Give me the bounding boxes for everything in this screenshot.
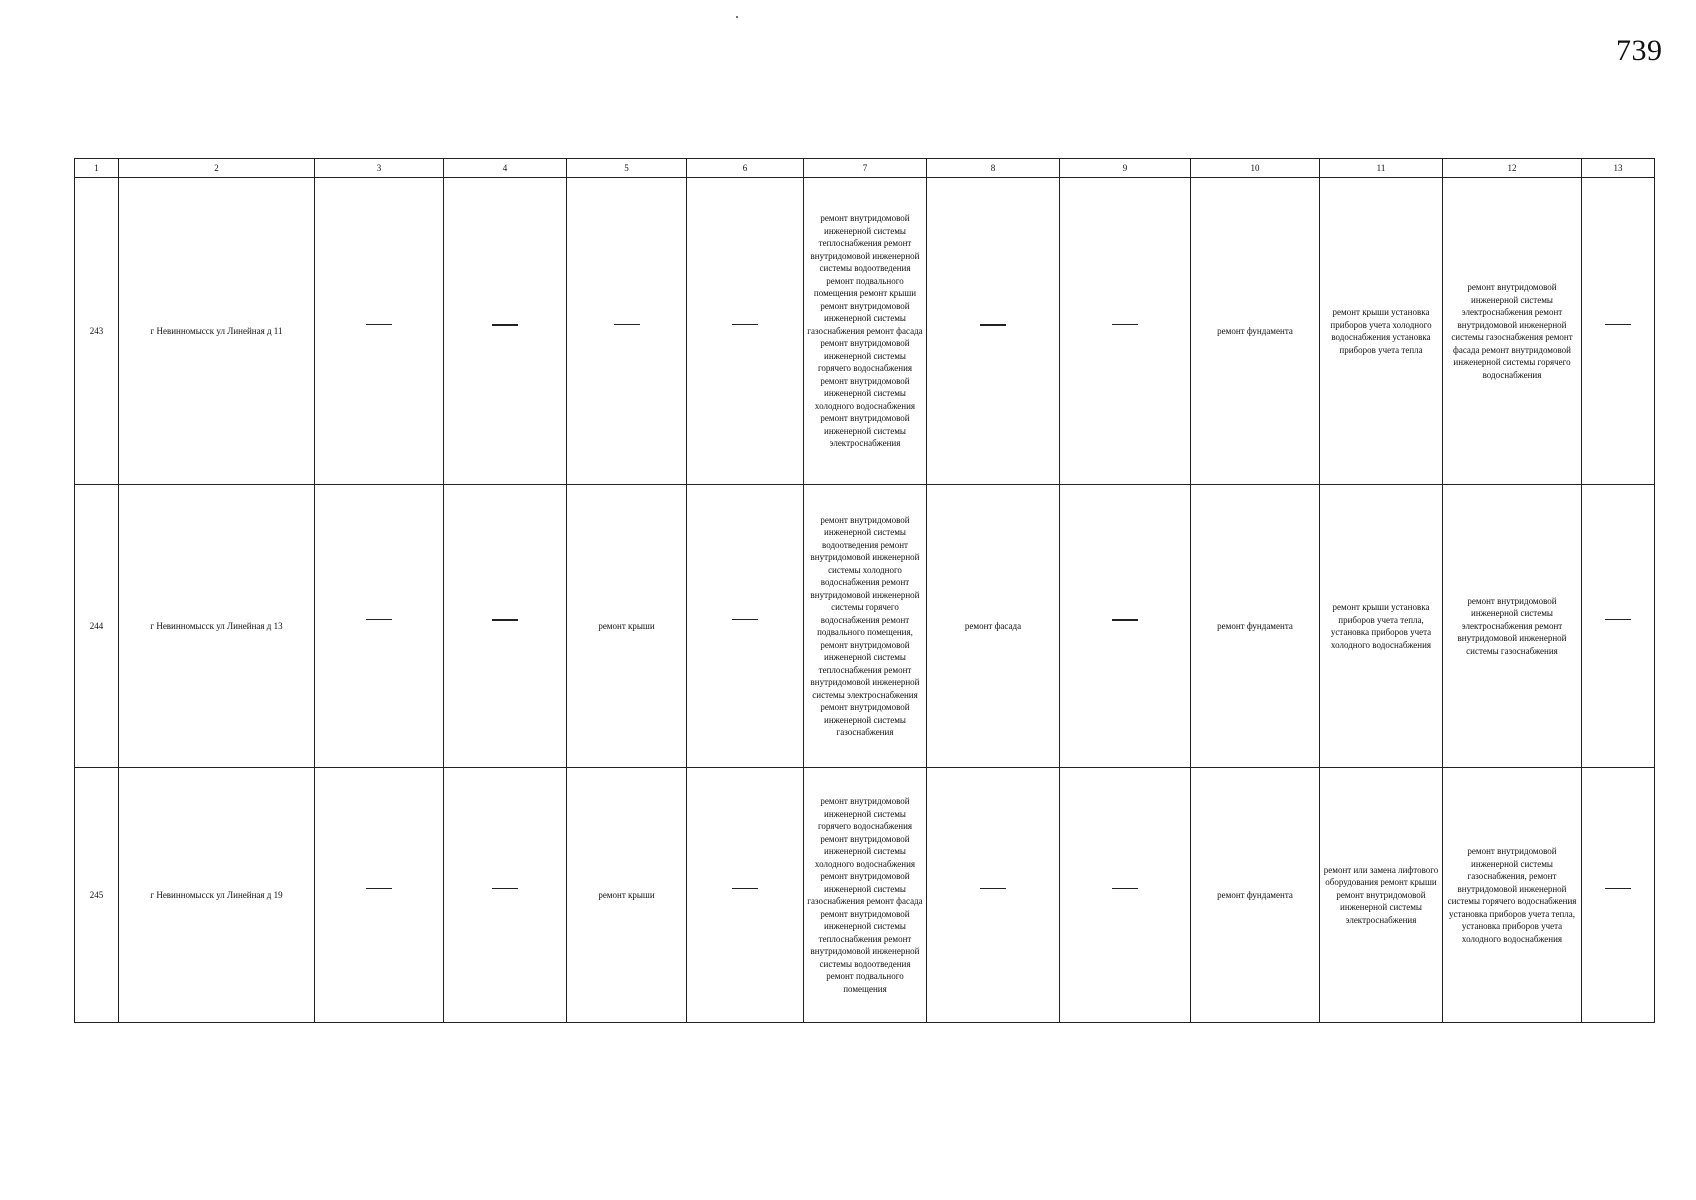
empty-cell <box>1582 485 1655 768</box>
dash-mark <box>492 888 518 902</box>
column-header: 12 <box>1443 159 1582 178</box>
empty-cell <box>444 768 567 1023</box>
dash-mark <box>980 324 1006 339</box>
dash-mark <box>980 888 1006 902</box>
column-header: 5 <box>567 159 687 178</box>
work-cell: ремонт фундамента <box>1191 178 1320 485</box>
dash-mark <box>1605 324 1631 338</box>
column-header: 4 <box>444 159 567 178</box>
work-cell: ремонт крыши <box>567 768 687 1023</box>
page-number: 739 <box>1616 34 1663 67</box>
empty-cell <box>1060 178 1191 485</box>
dash-mark <box>366 619 392 633</box>
work-list-cell: ремонт или замена лифтового оборудования ремонт крыши ремонт внутридомовой инженерной системы электроснабжения <box>1320 768 1443 1023</box>
dash-mark <box>614 324 640 338</box>
dash-mark <box>1112 619 1138 634</box>
dash-mark <box>366 324 392 338</box>
work-list-cell: ремонт внутридомовой инженерной системы электроснабжения ремонт внутридомовой инженерной системы газоснабжения <box>1443 485 1582 768</box>
empty-cell <box>687 178 804 485</box>
work-list-cell: ремонт внутридомовой инженерной системы горячего водоснабжения ремонт внутридомовой инженерной системы холодного водоснабжения ремонт внутридомовой инженерной системы газоснабжения ремонт фасада ремонт внутридомовой инженерной системы теплоснабжения ремонт внутридомовой инженерной системы водоотведения ремонт подвального помещения <box>804 768 927 1023</box>
dash-mark <box>366 888 392 902</box>
empty-cell <box>687 485 804 768</box>
empty-cell <box>444 178 567 485</box>
address-cell: г Невинномысск ул Линейная д 19 <box>119 768 315 1023</box>
empty-cell <box>315 178 444 485</box>
dash-mark <box>1605 888 1631 902</box>
work-list-cell: ремонт крыши установка приборов учета тепла, установка приборов учета холодного водоснабжения <box>1320 485 1443 768</box>
dash-mark <box>732 888 758 902</box>
column-header: 1 <box>75 159 119 178</box>
work-list-cell: ремонт внутридомовой инженерной системы газоснабжения, ремонт внутридомовой инженерной системы горячего водоснабжения установка приборов учета тепла, установка приборов учета холодного водоснабжения <box>1443 768 1582 1023</box>
row-number: 245 <box>75 768 119 1023</box>
dash-mark <box>732 324 758 338</box>
empty-cell <box>1060 768 1191 1023</box>
work-cell: ремонт фундамента <box>1191 485 1320 768</box>
scan-speck <box>736 16 738 18</box>
dash-mark <box>1112 324 1138 338</box>
repair-schedule-table <box>74 158 1655 1023</box>
column-header: 7 <box>804 159 927 178</box>
empty-cell <box>1060 485 1191 768</box>
table-row <box>75 485 1655 768</box>
dash-mark <box>492 324 518 339</box>
column-header: 8 <box>927 159 1060 178</box>
empty-cell <box>1582 178 1655 485</box>
empty-cell <box>1582 768 1655 1023</box>
column-header: 11 <box>1320 159 1443 178</box>
dash-mark <box>732 619 758 633</box>
table-row <box>75 768 1655 1023</box>
row-number: 244 <box>75 485 119 768</box>
empty-cell <box>315 768 444 1023</box>
dash-mark <box>1112 888 1138 902</box>
work-cell: ремонт крыши <box>567 485 687 768</box>
table-row <box>75 178 1655 485</box>
empty-cell <box>927 768 1060 1023</box>
column-header: 9 <box>1060 159 1191 178</box>
column-header: 2 <box>119 159 315 178</box>
work-cell: ремонт фасада <box>927 485 1060 768</box>
dash-mark <box>492 619 518 634</box>
address-cell: г Невинномысск ул Линейная д 11 <box>119 178 315 485</box>
column-number-row <box>75 159 1655 178</box>
work-list-cell: ремонт внутридомовой инженерной системы электроснабжения ремонт внутридомовой инженерной системы газоснабжения ремонт фасада ремонт внутридомовой инженерной системы горячего водоснабжения <box>1443 178 1582 485</box>
column-header: 3 <box>315 159 444 178</box>
dash-mark <box>1605 619 1631 633</box>
row-number: 243 <box>75 178 119 485</box>
empty-cell <box>687 768 804 1023</box>
empty-cell <box>444 485 567 768</box>
column-header: 6 <box>687 159 804 178</box>
empty-cell <box>927 178 1060 485</box>
column-header: 13 <box>1582 159 1655 178</box>
work-list-cell: ремонт внутридомовой инженерной системы водоотведения ремонт внутридомовой инженерной системы холодного водоснабжения ремонт внутридомовой инженерной системы горячего водоснабжения ремонт подвального помещения, ремонт внутридомовой инженерной системы теплоснабжения ремонт внутридомовой инженерной системы электроснабжения ремонт внутридомовой инженерной системы газоснабжения <box>804 485 927 768</box>
work-list-cell: ремонт крыши установка приборов учета холодного водоснабжения установка приборов учета тепла <box>1320 178 1443 485</box>
empty-cell <box>315 485 444 768</box>
address-cell: г Невинномысск ул Линейная д 13 <box>119 485 315 768</box>
work-list-cell: ремонт внутридомовой инженерной системы теплоснабжения ремонт внутридомовой инженерной системы водоотведения ремонт подвального помещения ремонт крыши ремонт внутридомовой инженерной системы газоснабжения ремонт фасада ремонт внутридомовой инженерной системы горячего водоснабжения ремонт внутридомовой инженерной системы холодного водоснабжения ремонт внутридомовой инженерной системы электроснабжения <box>804 178 927 485</box>
empty-cell <box>567 178 687 485</box>
column-header: 10 <box>1191 159 1320 178</box>
work-cell: ремонт фундамента <box>1191 768 1320 1023</box>
